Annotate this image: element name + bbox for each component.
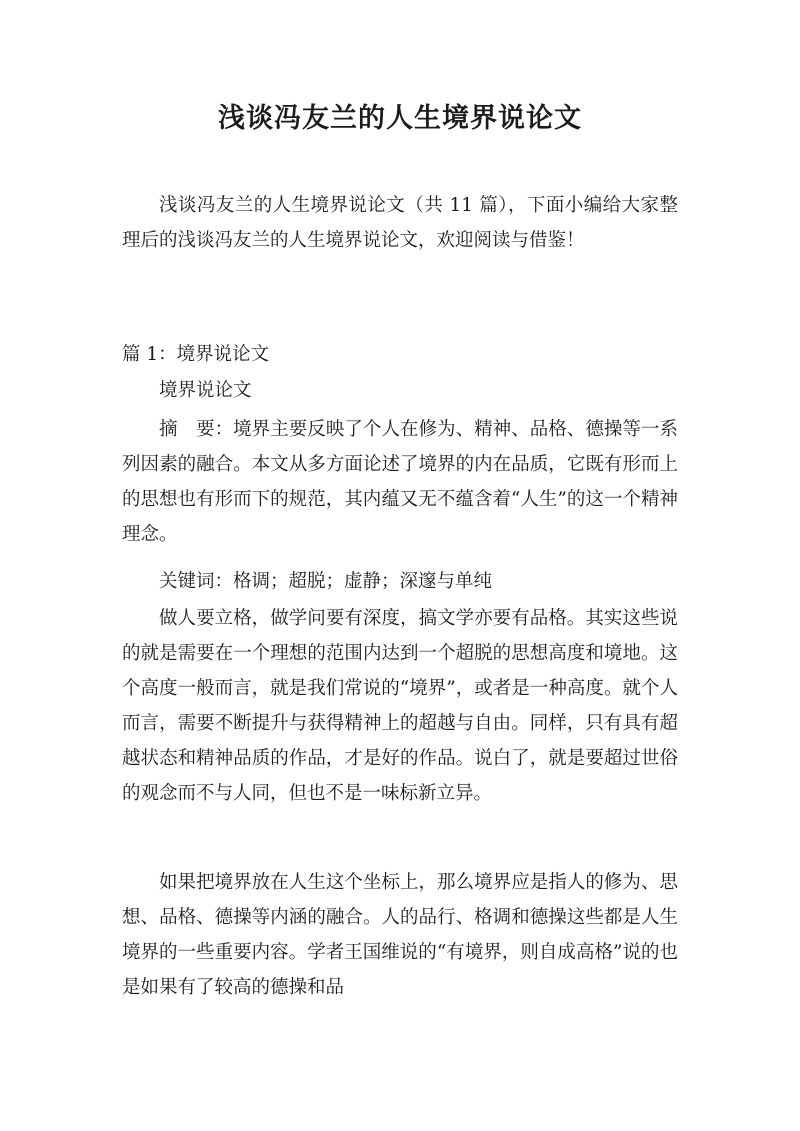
body-paragraph-1: 做人要立格，做学问要有深度，搞文学亦要有品格。其实这些说的就是需要在一个理想的范围内达到一个超脱的思想高度和境地。这个高度一般而言，就是我们常说的“境界”，或者是一种高度。就个人而言，需要不断提升与获得精神上的超越与自由。同样，只有具有超越状态和精神品质的作品，才是好的作品。说白了，就是要超过世俗的观念而不与人同，但也不是一味标新立异。 bbox=[122, 608, 678, 804]
section-subtitle: 境界说论文 bbox=[159, 380, 252, 401]
abstract-paragraph: 摘 要：境界主要反映了个人在修为、精神、品格、德操等一系列因素的融合。本文从多方面论述了境界的内在品质，它既有形而上的思想也有形而下的规范，其内蕴又无不蕴含着“人生”的这一个精神理念。 bbox=[122, 419, 678, 545]
section-heading: 篇 1：境界说论文 bbox=[122, 344, 270, 365]
intro-paragraph: 浅谈冯友兰的人生境界说论文（共 11 篇），下面小编给大家整理后的浅谈冯友兰的人生境界说论文，欢迎阅读与借鉴！ bbox=[122, 195, 678, 251]
document-title: 浅谈冯友兰的人生境界说论文 bbox=[218, 103, 582, 134]
body-paragraph-2: 如果把境界放在人生这个坐标上，那么境界应是指人的修为、思想、品格、德操等内涵的融合。人的品行、格调和德操这些都是人生境界的一些重要内容。学者王国维说的“有境界，则自成高格”说的也是如果有了较高的德操和品 bbox=[122, 872, 678, 998]
keywords-line: 关键词：格调；超脱；虚静；深邃与单纯 bbox=[159, 571, 493, 592]
